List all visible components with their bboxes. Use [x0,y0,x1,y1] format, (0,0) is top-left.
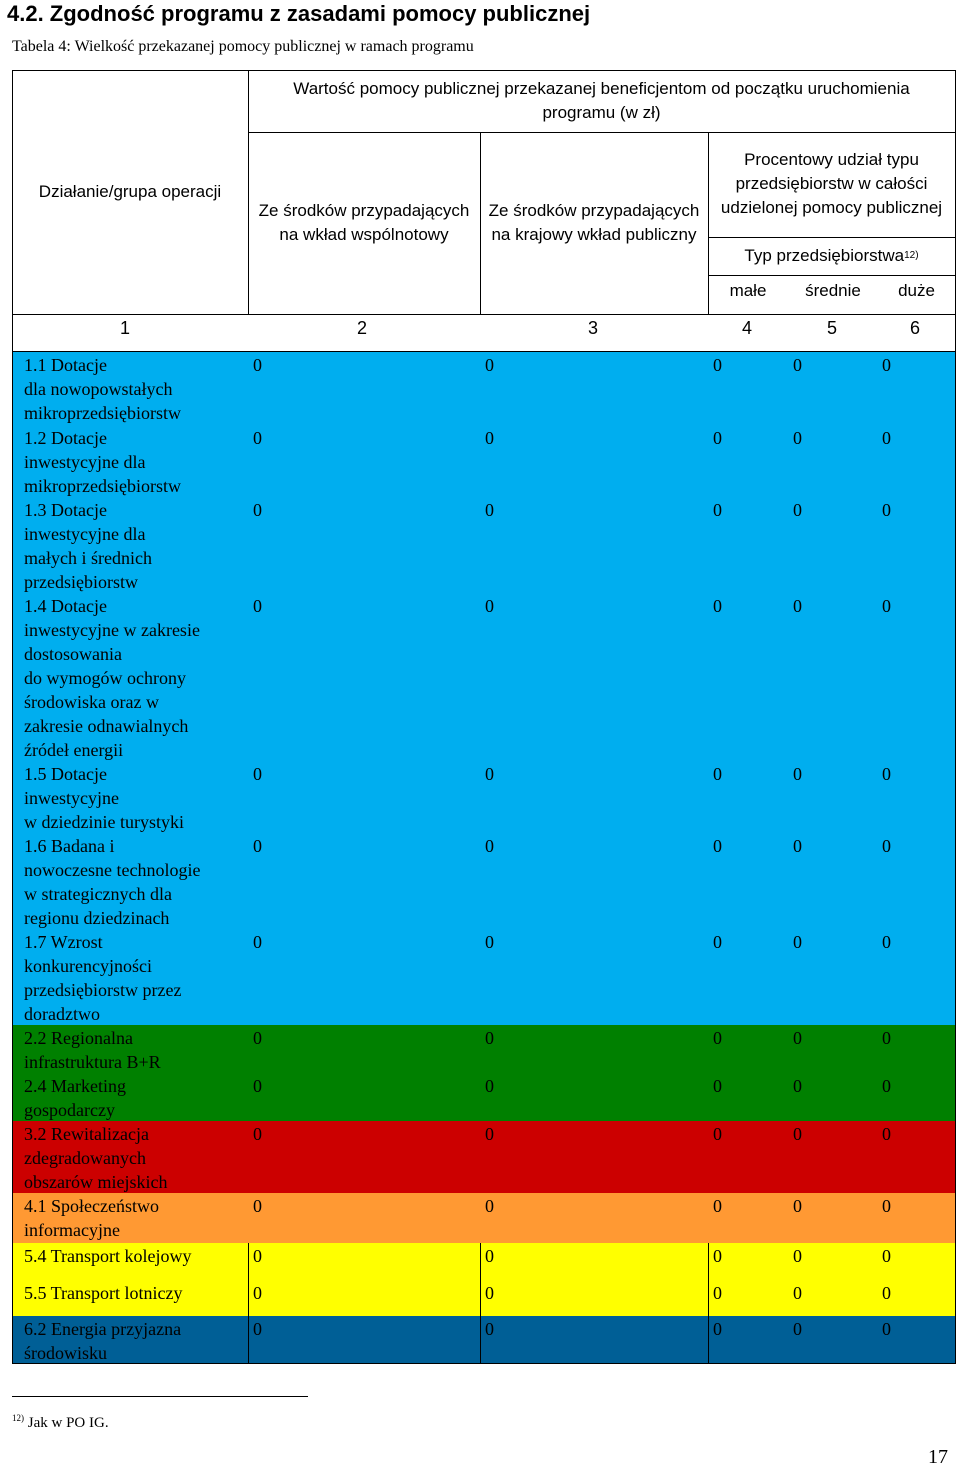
header-action [12,70,248,314]
row-value: 0 [882,355,891,375]
row-value: 0 [882,836,891,856]
header-share-label: Procentowy udział typu przedsiębiorstw w całości udzielonej pomocy publicznej [720,150,943,217]
row-label: 1.2 Dotacje inwestycyjne dla mikroprzedsiębiorstw [24,428,181,496]
footnote-separator [12,1396,308,1397]
row-value: 0 [793,1283,802,1303]
section-heading: 4.2. Zgodność programu z zasadami pomocy publicznej [7,1,591,26]
row-value: 0 [793,500,802,520]
row-value: 0 [485,1196,494,1216]
header-small-label: małe [729,281,767,300]
row-label: 3.2 Rewitalizacja zdegradowanych obszarów miejskich [24,1124,168,1192]
grid-line [248,132,955,133]
header-value-group [248,70,955,132]
row-value: 0 [253,1124,262,1144]
row-value: 0 [882,1028,891,1048]
grid-line [708,237,955,238]
row-value: 0 [882,500,891,520]
grid-line [480,1243,481,1363]
row-value: 0 [793,1028,802,1048]
row-value: 0 [485,1283,494,1303]
row-label: 1.6 Badana i nowoczesne technologie w strategicznych dla regionu dziedzinach [24,836,201,928]
header-medium-label: średnie [805,281,861,300]
row-value: 0 [485,1076,494,1096]
row-value: 0 [793,1246,802,1266]
row-value: 0 [793,1076,802,1096]
header-medium [788,276,878,306]
row-value: 0 [882,1196,891,1216]
row-value: 0 [882,1283,891,1303]
col-number-2: 2 [357,318,368,338]
header-type-label: Typ przedsiębiorstwa [744,246,905,265]
header-type: Typ przedsiębiorstwa 12) [708,238,955,274]
row-value: 0 [713,1246,722,1266]
grid-line [708,275,955,276]
table-caption: Tabela 4: Wielkość przekazanej pomocy publicznej w ramach programu [12,38,474,55]
row-value: 0 [485,428,494,448]
row-value: 0 [793,428,802,448]
header-eu-funds [248,132,480,314]
row-label: 2.4 Marketing gospodarczy [24,1076,126,1120]
row-value: 0 [253,1028,262,1048]
row-value: 0 [485,1246,494,1266]
grid-line [12,70,13,1364]
col-number-6: 6 [910,318,921,338]
row-value: 0 [253,1196,262,1216]
footnote [12,1408,109,1433]
grid-line [248,70,249,315]
grid-line [12,1363,955,1364]
header-national-funds [480,132,708,314]
row-value: 0 [485,1124,494,1144]
header-small [708,276,788,306]
row-value: 0 [793,764,802,784]
col-number-5: 5 [827,318,838,338]
row-value: 0 [882,428,891,448]
row-value: 0 [793,836,802,856]
header-eu-funds-label: Ze środków przypadających na wkład wspólnotowy [258,201,470,244]
row-label: 4.1 Społeczeństwo informacyjne [24,1196,159,1240]
col-number-4: 4 [742,318,753,338]
grid-line [12,314,955,315]
row-value: 0 [793,1319,802,1339]
row-value: 0 [882,1076,891,1096]
grid-line [12,70,955,71]
row-value: 0 [713,1319,722,1339]
row-value: 0 [793,596,802,616]
row-value: 0 [882,1246,891,1266]
grid-line [480,132,481,315]
grid-line [955,70,956,1364]
header-action-label: Działanie/grupa operacji [38,182,222,201]
row-value: 0 [713,764,722,784]
row-value: 0 [713,1028,722,1048]
row-value: 0 [882,1319,891,1339]
row-value: 0 [882,932,891,952]
row-label: 1.5 Dotacje inwestycyjne w dziedzinie turystyki [24,764,184,832]
header-share [708,132,955,236]
row-value: 0 [253,500,262,520]
row-label: 1.4 Dotacje inwestycyjne w zakresie dostosowania do wymogów ochrony środowiska oraz w zakresie odnawialnych źródeł energii [24,596,200,760]
row-value: 0 [793,1124,802,1144]
col-number-1: 1 [120,318,131,338]
row-label: 5.4 Transport kolejowy [24,1246,192,1266]
row-value: 0 [253,1319,262,1339]
row-label: 1.1 Dotacje dla nowopowstałych mikroprzedsiębiorstw [24,355,181,423]
row-value: 0 [713,1283,722,1303]
row-value: 0 [253,428,262,448]
row-value: 0 [485,836,494,856]
row-value: 0 [793,355,802,375]
row-value: 0 [713,932,722,952]
header-large-label: duże [898,281,935,300]
row-value: 0 [713,500,722,520]
row-value: 0 [253,764,262,784]
row-label: 6.2 Energia przyjazna środowisku [24,1319,182,1363]
row-value: 0 [882,1124,891,1144]
footnote-text: Jak w PO IG. [27,1415,109,1431]
row-value: 0 [713,1124,722,1144]
row-value: 0 [713,836,722,856]
header-large [878,276,955,306]
row-value: 0 [713,428,722,448]
row-label: 1.7 Wzrost konkurencyjności przedsiębiorstw przez doradztwo [24,932,182,1024]
row-value: 0 [253,355,262,375]
grid-line [12,351,955,352]
row-value: 0 [882,764,891,784]
row-value: 0 [253,1246,262,1266]
row-label: 5.5 Transport lotniczy [24,1283,183,1303]
row-value: 0 [485,355,494,375]
col-number-3: 3 [588,318,599,338]
row-value: 0 [485,500,494,520]
row-value: 0 [253,1283,262,1303]
row-value: 0 [793,932,802,952]
row-label: 1.3 Dotacje inwestycyjne dla małych i średnich przedsiębiorstw [24,500,152,592]
row-value: 0 [793,1196,802,1216]
row-value: 0 [713,1196,722,1216]
row-value: 0 [253,836,262,856]
page-number: 17 [928,1446,948,1468]
grid-line [708,1243,709,1363]
row-value: 0 [485,764,494,784]
row-value: 0 [713,1076,722,1096]
row-value: 0 [253,932,262,952]
row-value: 0 [253,1076,262,1096]
row-label: 2.2 Regionalna infrastruktura B+R [24,1028,161,1072]
grid-line [248,1243,249,1363]
row-value: 0 [713,355,722,375]
header-value-group-label: Wartość pomocy publicznej przekazanej beneficjentom od początku uruchomienia programu (w zł) [293,79,910,122]
row-value: 0 [882,596,891,616]
grid-line [708,132,709,315]
row-value: 0 [485,1319,494,1339]
row-value: 0 [485,932,494,952]
row-value: 0 [485,1028,494,1048]
row-value: 0 [713,596,722,616]
row-value: 0 [485,596,494,616]
footnote-marker: 12) [12,1413,24,1423]
header-national-funds-label: Ze środków przypadających na krajowy wkład publiczny [488,201,700,244]
row-value: 0 [253,596,262,616]
